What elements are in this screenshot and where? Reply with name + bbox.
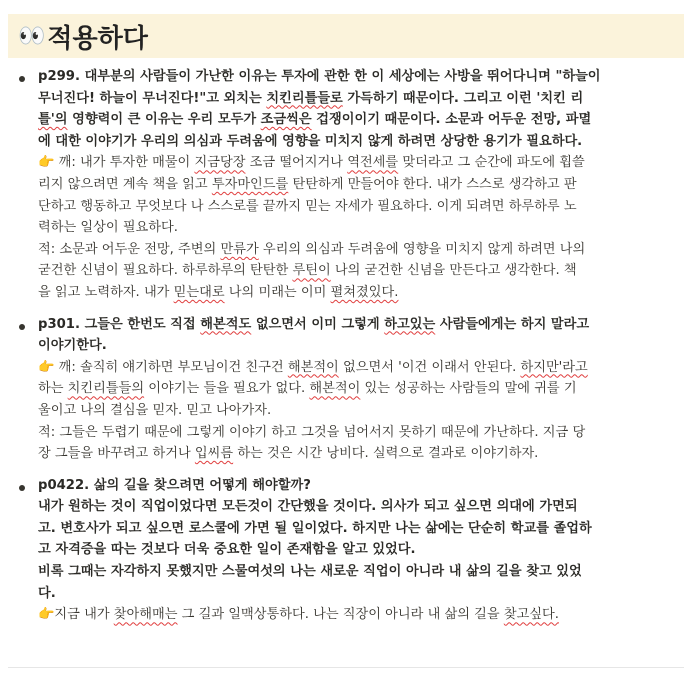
text-line bbox=[38, 131, 676, 153]
spellcheck-word: 해본적도 bbox=[200, 316, 252, 332]
text-span: 깨: 솔직히 얘기하면 부모님이건 친구건 bbox=[54, 359, 288, 375]
bullet-icon bbox=[19, 485, 25, 491]
text-line bbox=[38, 539, 676, 561]
text-span: 적: 그들은 두렵기 때문에 그렇게 이야기 하고 그것을 넘어서지 못하기 때문에 가난하다. 지금 당 bbox=[38, 424, 586, 440]
text-span: 비록 그때는 자각하지 못했지만 스물여섯의 나는 새로운 직업이 아니라 내 삶의 길을 찾고 있었 bbox=[38, 564, 582, 580]
text-line bbox=[38, 422, 676, 444]
page-title: 적용하다 bbox=[47, 23, 148, 54]
spellcheck-word: 하고있는 bbox=[384, 316, 436, 332]
list-item bbox=[0, 66, 692, 304]
text-span: 고 자격증을 따는 것보다 더욱 중요한 일이 존재함을 알고 있었다. bbox=[38, 542, 416, 558]
spellcheck-word: 펼쳐졌있다. bbox=[330, 284, 399, 300]
list-item bbox=[0, 314, 692, 465]
text-span: 적: 소문과 어두운 전망, 주변의 bbox=[38, 241, 221, 257]
text-span: 다. bbox=[38, 585, 56, 601]
text-span: 굳건한 신념이 필요하다. 하루하루의 탄탄한 bbox=[38, 263, 293, 279]
text-line bbox=[38, 357, 676, 379]
text-line bbox=[38, 335, 676, 357]
text-span: 있는 성공하는 사람들의 말에 귀를 기 bbox=[360, 381, 577, 397]
text-span: 나의 미래는 이미 bbox=[224, 284, 331, 300]
pointing-hand-icon: 👉 bbox=[38, 359, 55, 375]
spellcheck-word: 조금씩은 bbox=[260, 112, 312, 128]
text-span: 깨: 내가 투자한 매물이 bbox=[54, 155, 195, 171]
bulleted-list bbox=[0, 66, 692, 636]
text-span: 없으면서 '이건 이래서 안된다. bbox=[338, 359, 521, 375]
text-line bbox=[38, 174, 676, 196]
text-span: 에 대한 이야기가 우리의 의심과 두려움에 영향을 미치지 않게 하려면 상당한 용기가 필요하다. bbox=[38, 133, 583, 149]
text-span: 력하는 일상이 필요하다. bbox=[38, 220, 178, 236]
eyes-icon: 👀 bbox=[18, 23, 44, 49]
text-line bbox=[38, 260, 676, 282]
list-item bbox=[0, 475, 692, 626]
spellcheck-word: 하지만'라고 bbox=[520, 359, 588, 375]
text-span: 을 읽고 노력하자. 내가 bbox=[38, 284, 174, 300]
text-line bbox=[38, 314, 676, 336]
text-span: 조금 떨어지거나 bbox=[245, 155, 348, 171]
text-span: 고. 변호사가 되고 싶으면 로스쿨에 가면 될 일이었다. 하지만 나는 삶에는 단순히 학교를 졸업하 bbox=[38, 520, 592, 536]
spellcheck-word: 찾고싶다. bbox=[503, 607, 559, 623]
spellcheck-word: 치킨리틀들의 bbox=[67, 381, 145, 397]
text-line bbox=[38, 518, 676, 540]
text-span: 이야기한다. bbox=[38, 338, 107, 354]
divider bbox=[8, 667, 684, 668]
spellcheck-word: 틀'의 bbox=[38, 112, 68, 128]
text-line bbox=[38, 217, 676, 239]
text-span: p299. 대부분의 사람들이 가난한 이유는 투자에 관한 한 이 세상에는 사방을 뛰어다니며 "하늘이 bbox=[38, 69, 601, 84]
bullet-icon bbox=[19, 76, 25, 82]
bullet-icon bbox=[19, 324, 25, 330]
spellcheck-word: 해본적이 bbox=[287, 359, 339, 375]
spellcheck-word: 찾아해매는 bbox=[113, 607, 178, 623]
pointing-hand-icon: 👉 bbox=[38, 155, 55, 171]
text-span: 사람들에게는 하지 말라고 bbox=[435, 316, 590, 332]
spellcheck-word: 해본적이 bbox=[309, 381, 361, 397]
text-line bbox=[38, 109, 676, 131]
spellcheck-word: 투자마인드를 bbox=[211, 176, 289, 192]
pointing-hand-icon: 👉 bbox=[38, 607, 55, 623]
text-span: 없으면서 이미 그렇게 bbox=[251, 316, 385, 332]
text-span: 무너진다! 하늘이 무너진다!"고 외치는 bbox=[38, 90, 267, 106]
text-span: 단하고 행동하고 무엇보다 나 스스로를 끝까지 믿는 자세가 필요하다. 이게 되려면 하루하루 노 bbox=[38, 198, 577, 214]
spellcheck-word: 입씨름 bbox=[194, 446, 234, 462]
text-line bbox=[38, 239, 676, 261]
text-line bbox=[38, 475, 676, 497]
section-heading bbox=[8, 14, 684, 58]
text-line bbox=[38, 443, 676, 465]
text-line bbox=[38, 604, 676, 626]
text-span: 울이고 나의 결심을 믿자. 믿고 나아가자. bbox=[38, 402, 272, 418]
text-span: 가득하기 때문이다. 그리고 이런 '치킨 리 bbox=[342, 90, 584, 106]
text-line bbox=[38, 400, 676, 422]
text-span: 장 그들을 바꾸려고 하거나 bbox=[38, 446, 195, 462]
text-line bbox=[38, 378, 676, 400]
spellcheck-word: 지금당장 bbox=[194, 155, 246, 171]
text-line bbox=[38, 196, 676, 218]
text-span: 겁쟁이이기 때문이다. 소문과 어두운 전망, 파멸 bbox=[311, 112, 592, 128]
text-span: 우리의 의심과 두려움에 영향을 미치지 않게 하려면 나의 bbox=[258, 241, 586, 257]
spellcheck-word: 치킨리틀들로 bbox=[266, 90, 343, 106]
text-span: p301. 그들은 한번도 직접 bbox=[38, 316, 201, 332]
spellcheck-word: 역전세를 bbox=[347, 155, 399, 171]
spellcheck-word: 믿는대로 bbox=[173, 284, 225, 300]
spellcheck-word: 루틴이 bbox=[292, 263, 331, 279]
spellcheck-word: 만류가 bbox=[220, 241, 259, 257]
text-line bbox=[38, 88, 676, 110]
text-span: 하는 bbox=[38, 381, 68, 397]
text-line bbox=[38, 152, 676, 174]
text-span: p0422. 삶의 길을 찾으려면 어떻게 해야할까? bbox=[38, 477, 311, 493]
text-span: 그 길과 일맥상통하다. 나는 직장이 아니라 내 삶의 길을 bbox=[177, 607, 504, 623]
text-span: 하는 것은 시간 낭비다. 실력으로 결과로 이야기하자. bbox=[233, 446, 539, 462]
text-line bbox=[38, 66, 676, 88]
text-line bbox=[38, 561, 676, 583]
text-line bbox=[38, 282, 676, 304]
text-span: 지금 내가 bbox=[54, 607, 114, 623]
text-span: 내가 원하는 것이 직업이었다면 모든것이 간단했을 것이다. 의사가 되고 싶으면 의대에 가면되 bbox=[38, 499, 578, 515]
text-span: 리지 않으려면 계속 책을 읽고 bbox=[38, 176, 212, 192]
text-line bbox=[38, 496, 676, 518]
text-span: 탄탄하게 만들어야 한다. 내가 스스로 생각하고 판 bbox=[288, 176, 577, 192]
text-span: 영향력이 큰 이유는 우리 모두가 bbox=[67, 112, 261, 128]
text-span: 이야기는 들을 필요가 없다. bbox=[144, 381, 310, 397]
text-span: 나의 굳건한 신념을 만든다고 생각한다. 책 bbox=[330, 263, 577, 279]
text-line bbox=[38, 583, 676, 605]
text-span: 맞더라고 그 순간에 파도에 휩쓸 bbox=[398, 155, 585, 171]
